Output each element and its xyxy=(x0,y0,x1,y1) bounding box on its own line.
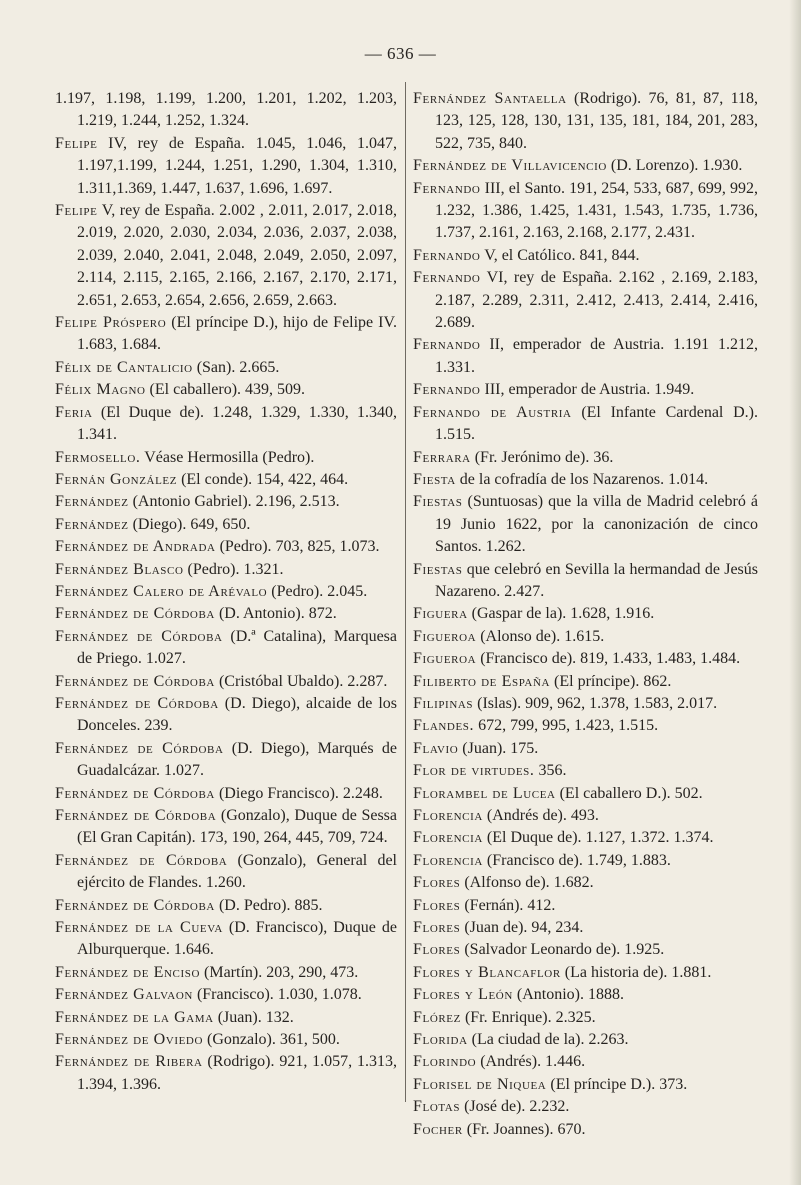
entry-heading: Fernández de Córdoba xyxy=(55,627,223,645)
entry-heading: Fernando de Austria xyxy=(413,403,572,421)
entry-references: de la cofradía de los Nazarenos. 1.014. xyxy=(455,470,709,488)
entry-heading: Ferrara xyxy=(413,448,471,466)
entry-references: (El caballero D.). 502. xyxy=(555,784,703,802)
entry-references: (Salvador Leonardo de). 1.925. xyxy=(460,941,665,959)
entry-references: IV, rey de España. 1.045, 1.046, 1.047, 1.197,1.199, 1.244, 1.251, 1.290, 1.304, 1.310, 1.311,1.369, 1.447, 1.637, 1.696, 1.697. xyxy=(77,134,397,197)
page-edge-shadow xyxy=(789,0,801,1185)
index-entry xyxy=(413,155,758,177)
entry-references: (D. Pedro). 885. xyxy=(214,896,323,914)
index-entry xyxy=(413,962,758,984)
entry-references: (Fr. Joannes). 670. xyxy=(462,1120,586,1138)
entry-heading: Fernández de Ribera xyxy=(55,1053,203,1071)
entry-heading: Fernández xyxy=(55,515,129,533)
index-entry xyxy=(55,693,397,738)
entry-heading: Fernández de Córdoba xyxy=(55,694,219,712)
index-entry xyxy=(413,805,758,827)
index-entry xyxy=(413,895,758,917)
entry-references: (El conde). 154, 422, 464. xyxy=(177,470,349,488)
entry-heading: Fernando xyxy=(413,269,481,287)
index-entry xyxy=(413,693,758,715)
entry-references: (Fernán). 412. xyxy=(460,896,556,914)
entry-references: (Gaspar de la). 1.628, 1.916. xyxy=(467,605,655,623)
entry-references: (Martín). 203, 290, 473. xyxy=(200,963,359,981)
index-entry xyxy=(413,671,758,693)
entry-references: (Antonio Gabriel). 2.196, 2.513. xyxy=(128,493,340,511)
entry-heading: Félix Magno xyxy=(55,381,146,399)
entry-references: (D. Diego), Marqués de Guadalcázar. 1.027. xyxy=(77,739,397,780)
entry-heading: Flores y León xyxy=(413,986,513,1004)
entry-heading: Focher xyxy=(413,1120,463,1138)
entry-references: (La historia de). 1.881. xyxy=(560,963,712,981)
index-column-right xyxy=(413,88,758,1141)
entry-heading: Flores xyxy=(413,874,461,892)
entry-heading: Figueroa xyxy=(413,650,477,668)
entry-heading: Fernández de Córdoba xyxy=(55,672,215,690)
entry-heading: Flores xyxy=(413,941,461,959)
entry-references: (D. Lorenzo). 1.930. xyxy=(606,157,743,175)
index-entry xyxy=(413,872,758,894)
entry-references: Véase Hermosilla (Pedro). xyxy=(140,448,315,466)
entry-heading: Fernández xyxy=(55,493,129,511)
index-entry xyxy=(413,715,758,737)
entry-heading: Felipe xyxy=(55,202,98,220)
entry-references: (Alfonso de). 1.682. xyxy=(460,874,594,892)
index-entry xyxy=(55,783,397,805)
index-entry xyxy=(413,939,758,961)
index-entry xyxy=(55,581,397,603)
entry-heading: Fernández de Córdoba xyxy=(55,739,224,757)
entry-heading: Figueroa xyxy=(413,627,477,645)
index-entry xyxy=(413,917,758,939)
entry-references: (Francisco de). 1.749, 1.883. xyxy=(482,851,671,869)
entry-references: (D.ª Catalina), Marquesa de Priego. 1.027. xyxy=(77,627,397,668)
index-entry xyxy=(413,267,758,334)
entry-references: (Rodrigo). 921, 1.057, 1.313, 1.394, 1.396. xyxy=(77,1053,398,1093)
index-entry xyxy=(413,1096,758,1118)
index-entry xyxy=(55,133,397,200)
entry-references: (El caballero). 439, 509. xyxy=(145,381,306,399)
index-entry xyxy=(55,1007,397,1029)
index-entry xyxy=(55,357,397,379)
index-entry xyxy=(413,738,758,760)
entry-references: (Antonio). 1888. xyxy=(512,986,624,1004)
entry-heading: Fiesta xyxy=(413,470,456,488)
entry-references: (José de). 2.232. xyxy=(460,1098,570,1116)
entry-references: (Gonzalo). 361, 500. xyxy=(203,1031,340,1049)
entry-heading: Florindo xyxy=(413,1053,477,1071)
entry-references: (Juan de). 94, 234. xyxy=(460,919,584,937)
entry-references: 672, 799, 995, 1.423, 1.515. xyxy=(474,717,659,735)
index-entry xyxy=(55,402,397,447)
entry-heading: Flotas xyxy=(413,1098,461,1116)
entry-heading: Florambel de Lucea xyxy=(413,784,556,802)
entry-references: (Francisco). 1.030, 1.078. xyxy=(192,986,362,1004)
column-divider xyxy=(405,82,406,1102)
entry-heading: Fernández de Enciso xyxy=(55,963,201,981)
entry-heading: Fernando xyxy=(413,179,481,197)
entry-references: (D. Antonio). 872. xyxy=(214,605,337,623)
entry-references: (El príncipe D.). 373. xyxy=(546,1075,688,1093)
entry-references: V, rey de España. 2.002 , 2.011, 2.017, 2.018, 2.019, 2.020, 2.030, 2.034, 2.036, 2.037, 2.038, 2.039, 2.040, 2.041, 2.048, 2.049, 2.050, 2.097, 2.114, 2.115, 2.165, 2.166, 2.167, 2.170, 2.171, 2.651, 2.653, 2.654, 2.656, 2.659, 2.663. xyxy=(77,202,397,309)
index-entry xyxy=(55,200,397,312)
index-entry xyxy=(413,88,758,155)
entry-heading: Fernando xyxy=(413,381,481,399)
index-column-left xyxy=(55,88,397,1096)
entry-references: (El Duque de). 1.127, 1.372. 1.374. xyxy=(482,829,714,847)
entry-references: (D. Francisco), Duque de Alburquerque. 1.646. xyxy=(77,919,398,959)
index-entry xyxy=(55,447,397,469)
entry-heading: Fernández de Villavicencio xyxy=(413,157,607,175)
entry-heading: Fernández de Córdoba xyxy=(55,807,217,824)
index-entry xyxy=(55,379,397,401)
entry-references: VI, rey de España. 2.162 , 2.169, 2.183, 2.187, 2.289, 2.311, 2.412, 2.413, 2.414, 2.416, 2.689. xyxy=(435,269,758,332)
entry-heading: Flórez xyxy=(413,1008,461,1026)
entry-heading: Florencia xyxy=(413,851,483,869)
index-entry xyxy=(413,603,758,625)
entry-references: (San). 2.665. xyxy=(192,358,280,376)
entry-heading: Felipe Próspero xyxy=(55,314,167,332)
entry-heading: Fernández Blasco xyxy=(55,560,184,578)
entry-heading: Fernando xyxy=(413,336,481,354)
index-entry xyxy=(55,88,397,133)
entry-heading: Fernández de Oviedo xyxy=(55,1031,203,1049)
entry-references: (Pedro). 1.321. xyxy=(183,560,284,578)
index-entry xyxy=(413,402,758,447)
entry-references: (Andrés). 1.446. xyxy=(476,1053,586,1071)
entry-heading: Fernández de Andrada xyxy=(55,538,216,556)
entry-references: 356. xyxy=(534,762,567,780)
entry-heading: Fernández de Córdoba xyxy=(55,784,215,802)
entry-heading: Fermosello. xyxy=(55,448,141,466)
entry-references: (El príncipe D.), hijo de Felipe IV. 1.683, 1.684. xyxy=(77,314,397,354)
index-entry xyxy=(413,850,758,872)
entry-heading: Fernando xyxy=(413,246,481,264)
entry-heading: Fernández Galvaon xyxy=(55,986,193,1004)
entry-references: III, el Santo. 191, 254, 533, 687, 699, 992, 1.232, 1.386, 1.425, 1.431, 1.543, 1.735, 1.736, 1.737, 2.161, 2.163, 2.168, 2.177, 2.431. xyxy=(435,179,758,242)
entry-references: (El Duque de). 1.248, 1.329, 1.330, 1.340, 1.341. xyxy=(77,403,397,444)
entry-references: (D. Diego), alcaide de los Donceles. 239. xyxy=(77,694,397,735)
index-entry xyxy=(413,1029,758,1051)
entry-heading: Flavio xyxy=(413,739,459,757)
entry-references: (Islas). 909, 962, 1.378, 1.583, 2.017. xyxy=(473,694,718,712)
index-entry xyxy=(413,334,758,379)
entry-references: (Francisco de). 819, 1.433, 1.483, 1.484. xyxy=(476,650,741,668)
index-entry xyxy=(55,559,397,581)
entry-references: (Juan). 132. xyxy=(213,1008,294,1026)
entry-heading: Filipinas xyxy=(413,694,474,712)
entry-references: (Andrés de). 493. xyxy=(482,807,599,824)
entry-references: (Gonzalo), General del ejército de Flandes. 1.260. xyxy=(77,851,397,892)
entry-heading: Flor de virtudes. xyxy=(413,762,535,780)
entry-heading: Fiestas xyxy=(413,493,463,511)
entry-references: (Fr. Jerónimo de). 36. xyxy=(470,448,614,466)
index-entry xyxy=(413,559,758,604)
index-entry xyxy=(55,1051,397,1096)
entry-references: (Diego). 649, 650. xyxy=(128,515,251,533)
entry-heading: Fernández de la Cueva xyxy=(55,919,223,937)
entry-references: V, el Católico. 841, 844. xyxy=(480,246,640,264)
entry-references: (La ciudad de la). 2.263. xyxy=(467,1031,629,1049)
entry-heading: Florencia xyxy=(413,807,483,824)
entry-references: (Gonzalo), Duque de Sessa (El Gran Capitán). 173, 190, 264, 445, 709, 724. xyxy=(77,807,398,847)
index-entry xyxy=(413,178,758,245)
index-entry xyxy=(55,626,397,671)
entry-heading: Florida xyxy=(413,1031,468,1049)
index-entry xyxy=(413,783,758,805)
entry-heading: Flores xyxy=(413,919,461,937)
index-entry xyxy=(55,917,397,962)
entry-heading: Fernández de la Gama xyxy=(55,1008,214,1026)
index-entry xyxy=(55,895,397,917)
index-entry xyxy=(55,469,397,491)
entry-references: (Suntuosas) que la villa de Madrid celebró á 19 Junio 1622, por la canonización de cinco Santos. 1.262. xyxy=(435,493,758,556)
entry-references: (Pedro). 2.045. xyxy=(267,582,368,600)
entry-references: III, emperador de Austria. 1.949. xyxy=(480,381,695,399)
entry-heading: Flandes. xyxy=(413,717,475,735)
index-entry xyxy=(55,536,397,558)
entry-heading: Florisel de Niquea xyxy=(413,1075,547,1093)
index-entry xyxy=(413,1074,758,1096)
entry-heading: Fernández Calero de Arévalo xyxy=(55,582,268,600)
entry-references: (Rodrigo). 76, 81, 87, 118, 123, 125, 128, 130, 131, 135, 181, 184, 201, 283, 522, 735, 840. xyxy=(435,90,758,152)
index-entry xyxy=(413,379,758,401)
index-entry xyxy=(55,514,397,536)
index-entry xyxy=(55,738,397,783)
entry-heading: Fernández de Córdoba xyxy=(55,851,228,869)
index-entry xyxy=(413,469,758,491)
entry-references: (Pedro). 703, 825, 1.073. xyxy=(215,538,380,556)
index-entry xyxy=(413,827,758,849)
entry-references: (El Infante Cardenal D.). 1.515. xyxy=(435,403,758,444)
entry-references: 1.197, 1.198, 1.199, 1.200, 1.201, 1.202, 1.203, 1.219, 1.244, 1.252, 1.324. xyxy=(55,90,397,130)
entry-references: (Diego Francisco). 2.248. xyxy=(214,784,383,802)
entry-references: (Juan). 175. xyxy=(458,739,539,757)
entry-heading: Flores y Blancaflor xyxy=(413,963,561,981)
index-entry xyxy=(55,850,397,895)
index-entry xyxy=(413,1119,758,1141)
index-entry xyxy=(413,245,758,267)
entry-heading: Florencia xyxy=(413,829,483,847)
index-entry xyxy=(413,1007,758,1029)
entry-references: que celebró en Sevilla la hermandad de Jesús Nazareno. 2.427. xyxy=(435,560,758,600)
entry-heading: Fernández Santaella xyxy=(413,90,567,107)
entry-heading: Felipe xyxy=(55,134,98,152)
entry-heading: Feria xyxy=(55,403,93,421)
index-entry xyxy=(55,671,397,693)
entry-references: (Fr. Enrique). 2.325. xyxy=(460,1008,596,1026)
entry-heading: Flores xyxy=(413,896,461,914)
index-entry xyxy=(413,760,758,782)
index-entry xyxy=(413,984,758,1006)
entry-references: (Cristóbal Ubaldo). 2.287. xyxy=(214,672,388,690)
entry-references: (Alonso de). 1.615. xyxy=(476,627,605,645)
entry-heading: Figuera xyxy=(413,605,468,623)
index-entry xyxy=(413,626,758,648)
entry-references: II, emperador de Austria. 1.191 1.212, 1.331. xyxy=(435,336,758,376)
index-entry xyxy=(55,1029,397,1051)
index-entry xyxy=(55,312,397,357)
index-entry xyxy=(55,984,397,1006)
index-entry xyxy=(55,603,397,625)
entry-heading: Filiberto de España xyxy=(413,672,551,690)
index-entry xyxy=(55,805,397,850)
index-entry xyxy=(413,447,758,469)
entry-heading: Félix de Cantalicio xyxy=(55,358,193,376)
entry-heading: Fernández de Córdoba xyxy=(55,896,215,914)
index-entry xyxy=(55,962,397,984)
index-entry xyxy=(55,491,397,513)
index-entry xyxy=(413,648,758,670)
entry-heading: Fiestas xyxy=(413,560,463,578)
index-entry xyxy=(413,491,758,558)
entry-heading: Fernán González xyxy=(55,470,178,488)
entry-references: (El príncipe). 862. xyxy=(550,672,672,690)
index-entry xyxy=(413,1051,758,1073)
entry-heading: Fernández de Córdoba xyxy=(55,605,215,623)
page-number: — 636 — xyxy=(364,44,437,63)
